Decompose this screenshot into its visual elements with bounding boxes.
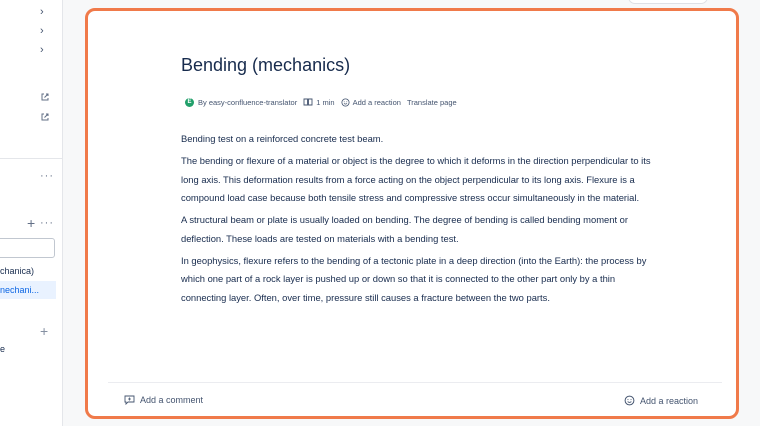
add-reaction-link[interactable] bbox=[341, 98, 401, 107]
top-toolbar-button[interactable] bbox=[628, 0, 708, 4]
external-link-icon[interactable] bbox=[40, 92, 50, 102]
paragraph: The bending or flexure of a material or object is the degree to which it deforms in the direction perpendicular to its long axis. This deformation results from a force acting on the object perpendicular to its long axis. Flexure is a compound load case because both tensile stress and compressive stress occur simultaneously in the material. bbox=[181, 154, 651, 204]
read-time bbox=[303, 98, 334, 107]
chevron-right-icon[interactable]: › bbox=[40, 44, 44, 56]
sidebar-page-item[interactable]: chanica) bbox=[0, 266, 35, 276]
page-title: Bending (mechanics) bbox=[181, 55, 351, 75]
add-icon[interactable]: + bbox=[40, 323, 49, 339]
chevron-right-icon[interactable]: › bbox=[40, 6, 44, 18]
author-name[interactable]: By easy-confluence-translator bbox=[198, 97, 298, 107]
page-body bbox=[181, 130, 651, 311]
sidebar-divider bbox=[0, 158, 63, 159]
add-comment-button[interactable] bbox=[124, 395, 203, 405]
chevron-right-icon[interactable]: › bbox=[40, 25, 44, 37]
footer-divider bbox=[108, 382, 722, 383]
add-reaction-label: Add a reaction bbox=[640, 395, 699, 406]
more-options-icon[interactable]: ··· bbox=[40, 217, 54, 229]
paragraph: Bending test on a reinforced concrete test beam. bbox=[181, 133, 384, 144]
author-avatar[interactable]: E bbox=[185, 98, 194, 107]
external-link-icon[interactable] bbox=[40, 112, 50, 122]
sidebar bbox=[0, 0, 63, 426]
add-icon[interactable]: + bbox=[27, 215, 36, 231]
translate-page-link[interactable]: Translate page bbox=[406, 97, 457, 107]
add-reaction-label: Add a reaction bbox=[352, 97, 401, 107]
sidebar-page-item-active[interactable]: nechani... bbox=[0, 281, 56, 299]
sidebar-search-input[interactable] bbox=[0, 238, 55, 258]
add-comment-label: Add a comment bbox=[140, 395, 204, 405]
emoji-add-icon bbox=[624, 395, 635, 406]
emoji-add-icon bbox=[341, 98, 350, 107]
comment-icon bbox=[124, 395, 135, 405]
read-time-label: 1 min bbox=[316, 97, 335, 107]
sidebar-text: e bbox=[0, 344, 6, 354]
page-byline bbox=[185, 95, 463, 109]
paragraph: A structural beam or plate is usually loaded on bending. The degree of bending is called bending moment or deflection. These loads are tested on materials with a bending test. bbox=[181, 214, 628, 244]
book-icon bbox=[303, 98, 313, 106]
more-options-icon[interactable]: ··· bbox=[40, 170, 54, 182]
add-reaction-button[interactable] bbox=[624, 395, 698, 406]
page-content-frame bbox=[85, 8, 739, 419]
paragraph: In geophysics, flexure refers to the bending of a tectonic plate in a deep direction (into the Earth): the process by which one part of a rock layer is pushed up or down so that it is connected to the other part only by a thin connecting layer. Often, over time, pressure still causes a fracture between the two parts. bbox=[181, 254, 647, 303]
